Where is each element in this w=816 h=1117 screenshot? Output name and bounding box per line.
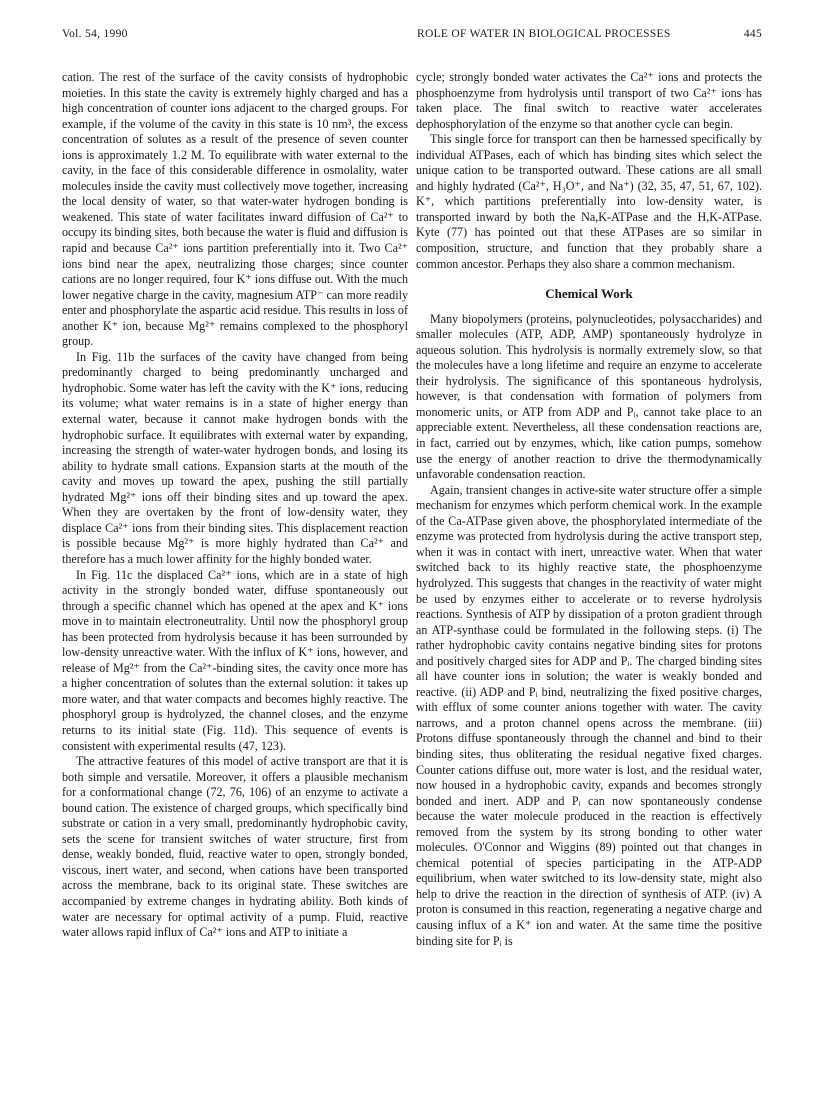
paragraph: Again, transient changes in active-site water structure offer a simple mechanism for enzymes which perform chemical work. In the example of the Ca-ATPase given above, the phosphorylated intermediate of the enzyme was protected from hydrolysis during the active transport step, when it was in contact with inert, unreactive water. When that water switched back to its highly reactive state, the phosphoenzyme hydrolyzed. This suggests that changes in the reactivity of water might be used by enzymes either to accelerate or to reverse hydrolysis reactions. Synthesis of ATP by dissipation of a proton gradient through an ATP-synthase could be formulated in the following steps. (i) The rather hydrophobic cavity contains negative binding sites for protons and positively charged sites for ADP and Pᵢ. The charged binding sites all have counter ions in solution; the water is weakly bonded and reactive. (ii) ADP and Pᵢ bind, neutralizing the fixed positive charges, with efflux of some counter anions together with water. The cavity narrows, and a proton channel opens across the membrane. (iii) Protons diffuse spontaneously through the channel and bind to their binding sites, thus obliterating the residual negative fixed charges. Counter cations diffuse out, more water is lost, and the residual water, now housed in a hydrophobic cavity, expands and becomes strongly bonded and inert. ADP and Pᵢ can now spontaneously condense because the water molecule produced in the reaction is effectively removed from the system by its strong bonding to other water molecules. O'Connor and Wiggins (89) pointed out that changes in chemical potential of species participating in the ATP-ADP equilibrium, when water switched to its low-density state, might also help to drive the reaction in the direction of synthesis of ATP. (iv) A proton is consumed in this reaction, regenerating a negative charge and causing influx of a K⁺ ion and water. At the same time the positive binding site for Pᵢ is [416,482,762,948]
page-number: 445 [743,28,762,40]
left-column [62,70,408,941]
paragraph: This single force for transport can then be harnessed specifically by individual ATPases, each of which has binding sites which select the unique cation to be transported outward. These cations are all small and highly hydrated (Ca²⁺, H₃O⁺, and Na⁺) (32, 35, 47, 51, 67, 102). K⁺, which partitions preferentially into low-density water, is transported inward by both the Na,K-ATPase and the H,K-ATPase. Kyte (77) has pointed out that these ATPases are so similar in composition, structure, and function that they probably share a common ancestor. Perhaps they also share a common mechanism. [416,132,762,271]
page-header [62,28,762,48]
volume-label: Vol. 54, 1990 [62,28,128,40]
section-heading: Chemical Work [545,286,633,302]
paragraph: The attractive features of this model of active transport are that it is both simple and versatile. Moreover, it offers a plausible mechanism for a conformational change (72, 76, 106) of an enzyme to activate a bound cation. The existence of charged groups, which specifically bind substrate or cation in a very small, predominantly hydrophobic cavity, sets the scene for transient switches of water structure, first from dense, weakly bonded, fluid, reactive water to open, strongly bonded, viscous, inert water, and second, when cations have been transported across the membrane, back to its original state. These switches are accompanied by extreme changes in hydrating ability. Both kinds of water are necessary for optimal activity of a pump. Fluid, reactive water allows rapid influx of Ca²⁺ ions and ATP to initiate a [62,754,408,940]
paragraph: cation. The rest of the surface of the cavity consists of hydrophobic moieties. In this state the cavity is extremely highly charged and has a high concentration of counter ions adjacent to the charged groups. For example, if the volume of the cavity in this state is 10 nm³, the excess concentration of solutes as a result of the presence of seven counter ions is approximately 1.2 M. To equilibrate with water external to the cavity, in the face of this considerable difference in osmolality, water molecules inside the cavity must collectively move together, increasing the local density of water, so that water-water hydrogen bonding is weakened. This state of water facilitates inward diffusion of Ca²⁺ to occupy its binding sites, both because the water is fluid and diffusion is rapid and because Ca²⁺ ions partition preferentially into it. Two Ca²⁺ ions bind near the apex, neutralizing those charges; since counter cations are no longer required, four K⁺ ions diffuse out. With the much lower negative charge in the cavity, magnesium ATP⁻ can more readily enter and phosphorylate the aspartic acid residue. This results in loss of another K⁺ ion, because Mg²⁺ remains complexed to the phosphoryl group. [62,70,408,349]
paragraph: In Fig. 11b the surfaces of the cavity have changed from being predominantly charged to being predominantly uncharged and hydrophobic. Some water has left the cavity with the K⁺ ions, reducing its volume; what water remains is in a state of higher energy than external water, because it cannot make hydrogen bonds with the hydrophobic surface. It equilibrates with external water by expanding, increasing the strength of water-water hydrogen bonds, and losing its ability to hydrate small cations. Expansion starts at the mouth of the cavity and moves up toward the apex, pushing the still partially hydrated Mg²⁺ ions off their binding sites and up toward the apex. When they are overtaken by the front of low-density water, they displace Ca²⁺ ions from their binding sites. This displacement reaction is possible because Mg²⁺ is more highly hydrated than Ca²⁺ and therefore has a much lower affinity for the highly bonded water. [62,349,408,566]
paragraph: In Fig. 11c the displaced Ca²⁺ ions, which are in a state of high activity in the strongly bonded water, diffuse spontaneously out through a specific channel which has opened at the apex and K⁺ ions move in to maintain electroneutrality. Until now the phosphoryl group has been protected from hydrolysis because it has been surrounded by low-density unreactive water. With the influx of K⁺ ions, however, and release of Mg²⁺ from the Ca²⁺-binding sites, the cavity once more has a higher concentration of solutes than the external solution: it takes up more water, and that water compacts and becomes highly reactive. The phosphoryl group is hydrolyzed, the channel closes, and the enzyme returns to its initial state (Fig. 11d). This sequence of events is consistent with experimental results (47, 123). [62,567,408,753]
running-title: ROLE OF WATER IN BIOLOGICAL PROCESSES [417,28,671,40]
right-column [416,70,762,949]
paragraph: Many biopolymers (proteins, polynucleotides, polysaccharides) and smaller molecules (ATP, ADP, AMP) spontaneously hydrolyze in aqueous solution. This hydrolysis is normally extremely slow, so that the molecules have a long lifetime and require an enzyme to accelerate their hydrolysis. The significance of this spontaneous hydrolysis, however, is that condensation with formation of polymers from monomeric units, or ATP from ADP and Pᵢ, cannot take place to an appreciable extent. Nevertheless, all these condensation reactions are, in fact, carried out by enzymes, which, like cation pumps, somehow use the energy of another reaction to drive the thermodynamically unfavorable condensation reaction. [416,311,762,482]
paragraph: cycle; strongly bonded water activates the Ca²⁺ ions and protects the phosphoenzyme from hydrolysis until transport of two Ca²⁺ ions has taken place. The final switch to reactive water accelerates dephosphorylation of the enzyme so that another cycle can begin. [416,70,762,131]
